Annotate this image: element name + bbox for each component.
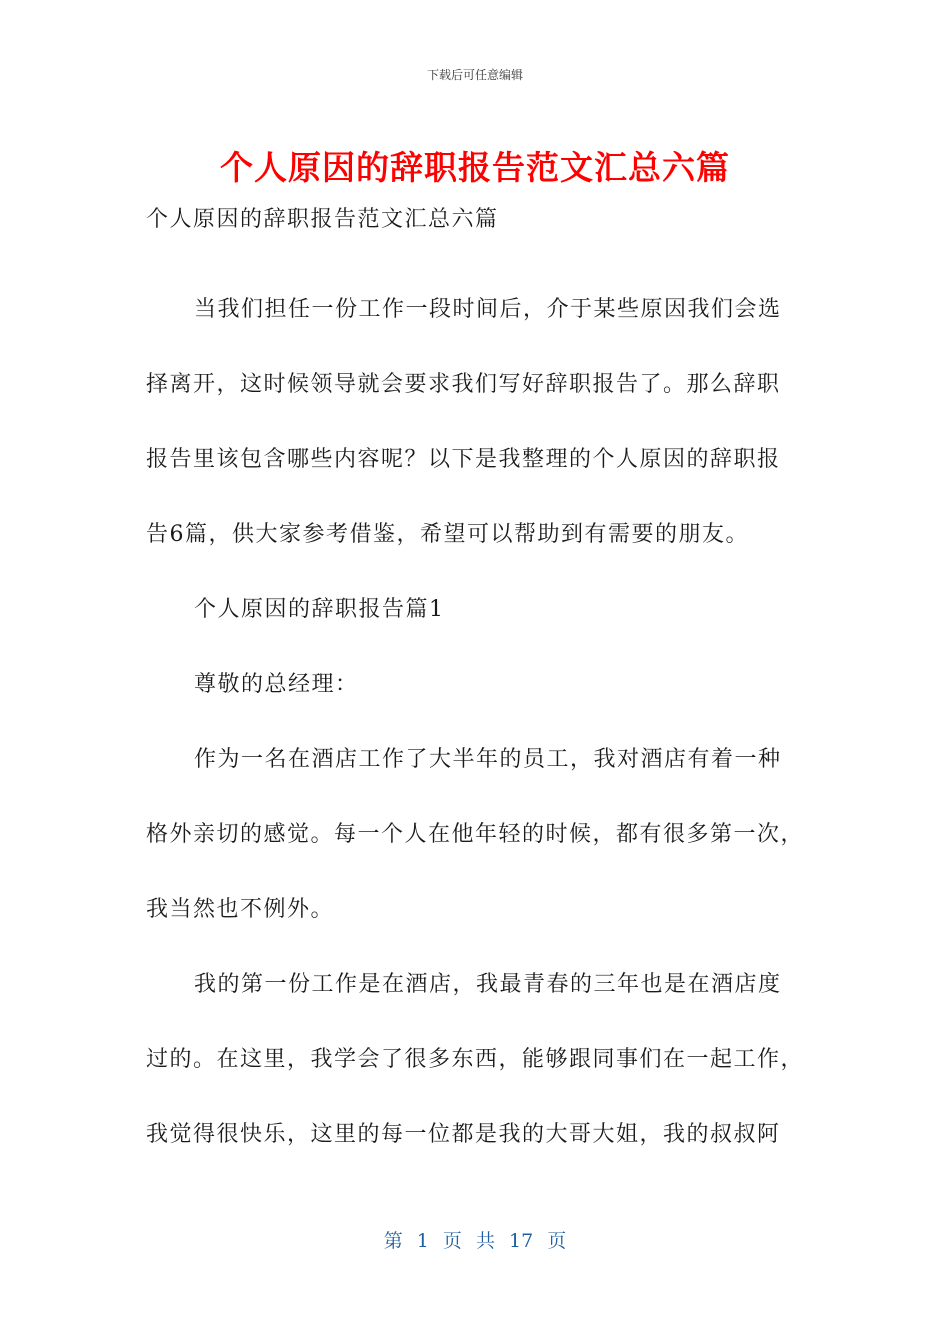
paragraph-line: 我当然也不例外。 [146,897,335,922]
document-body [146,198,806,1172]
paragraph-line: 当我们担任一份工作一段时间后，介于某些原因我们会选 [194,297,782,322]
subtitle-line: 个人原因的辞职报告范文汇总六篇 [146,207,499,232]
paragraph-line: 过的。在这里，我学会了很多东西，能够跟同事们在一起工作， [146,1047,805,1072]
paragraph-line: 择离开，这时候领导就会要求我们写好辞职报告了。那么辞职 [146,372,781,397]
section-heading: 个人原因的辞职报告篇1 [194,597,445,622]
salutation: 尊敬的总经理： [194,672,359,697]
document-title: 个人原因的辞职报告范文汇总六篇 [220,148,730,187]
paragraph-line: 我的第一份工作是在酒店，我最青春的三年也是在酒店度 [194,972,782,997]
paragraph-line: 我觉得很快乐，这里的每一位都是我的大哥大姐，我的叔叔阿 [146,1122,781,1147]
header-note: 下载后可任意编辑 [426,68,523,82]
paragraph-line: 作为一名在酒店工作了大半年的员工，我对酒店有着一种 [194,747,782,772]
paragraph-line: 格外亲切的感觉。每一个人在他年轻的时候，都有很多第一次， [146,822,805,847]
paragraph-line: 告6篇，供大家参考借鉴，希望可以帮助到有需要的朋友。 [146,522,749,547]
page-number-footer: 第 1 页 共 17 页 [383,1230,567,1252]
paragraph-line: 报告里该包含哪些内容呢？以下是我整理的个人原因的辞职报 [146,447,781,472]
